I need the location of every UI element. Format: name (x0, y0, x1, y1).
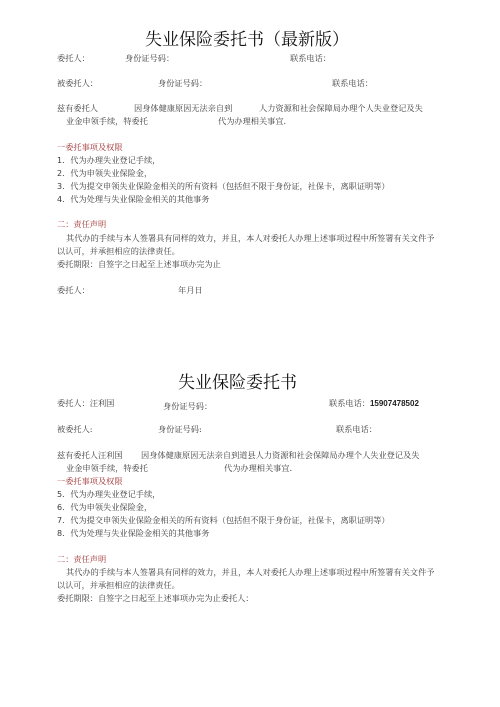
doc2-list-item: 6．代为申领失业保险金， (57, 502, 153, 512)
doc2-section2-heading: 二：责任声明 (57, 554, 107, 564)
doc1-principal-label: 委托人： (57, 53, 90, 63)
doc2-body-line1-b: 因身体健康原因无法亲自到道县人力资源和社会保障局办理个人失业登记及失 (141, 450, 420, 460)
doc1-body-line1-a: 兹有委托人 (57, 103, 98, 113)
doc1-period-line: 委托期限：自签字之日起至上述事项办完为止 (57, 259, 221, 269)
doc1-agent-id-label: 身份证号码： (158, 78, 208, 88)
doc2-body-line1-a: 兹有委托人汪利国 (57, 450, 123, 460)
doc2-title: 失业保险委托书 (178, 373, 297, 393)
doc1-body-line2-b: 代为办理相关事宜. (218, 116, 287, 126)
doc1-section1-heading: 一委托事项及权限 (57, 142, 123, 152)
doc1-body-line1-c: 人力资源和社会保障局办理个人失业登记及失 (259, 103, 423, 113)
doc1-sign-label: 委托人： (57, 285, 90, 295)
doc1-date-label: 年月日 (178, 285, 203, 295)
doc2-agent-id-label: 身份证号码: (158, 424, 202, 434)
doc2-principal-id-label: 身份证号码： (163, 401, 213, 411)
doc1-agent-label: 被委托人： (57, 78, 98, 88)
doc2-statement-line2: 以认可，并承担相应的法律责任。 (57, 580, 180, 590)
doc1-list-item: 4．代为处理与失业保险金相关的其他事务 (57, 194, 210, 204)
doc2-body-line2-b: 代为办理相关事宜. (224, 463, 293, 473)
doc2-agent-label: 被委托人: (57, 424, 93, 434)
doc1-agent-phone-label: 联系电话： (332, 78, 373, 88)
doc1-list-item: 3．代为提交申领失业保险金相关的所有资料（包括但不限于身份证，社保卡，离职证明等） (57, 181, 390, 191)
doc1-list-item: 1．代为办理失业登记手续， (57, 155, 161, 165)
doc1-title: 失业保险委托书（最新版） (145, 30, 349, 50)
doc2-section1-heading: 一委托事项及权限 (57, 476, 123, 486)
doc2-list-item: 8．代为处理与失业保险金相关的其他事务 (57, 528, 210, 538)
doc2-statement-line1: 其代办的手续与本人签署具有同样的效力，并且，本人对委托人办理上述事项过程中所签署有关文件予 (66, 567, 435, 577)
doc1-body-line2-a: 业金申领手续，特委托 (66, 116, 148, 126)
doc1-list-item: 2．代为申领失业保险金， (57, 168, 153, 178)
doc2-agent-phone-label: 联系电话： (336, 424, 377, 434)
doc2-list-item: 7．代为提交申领失业保险金相关的所有资料（包括但不限于身份证，社保卡，离职证明等） (57, 515, 390, 525)
doc1-statement-line1: 其代办的手续与本人签署具有同样的效力，并且，本人对委托人办理上述事项过程中所签署有关文件予 (66, 233, 435, 243)
doc1-principal-id-label: 身份证号码： (125, 53, 175, 63)
doc2-phone: 联系电话：15907478502 (329, 398, 419, 408)
doc1-statement-line2: 以认可，并承担相应的法律责任。 (57, 246, 180, 256)
doc2-period-line: 委托期限：自签字之日起至上述事项办完为止委托人： (57, 593, 254, 603)
doc2-body-line2-a: 业金申领手续，特委托 (66, 463, 148, 473)
doc1-principal-phone-label: 联系电话： (290, 53, 331, 63)
doc1-section2-heading: 二：责任声明 (57, 219, 107, 229)
doc2-principal-label: 委托人：汪利国 (57, 398, 115, 408)
doc1-body-line1-b: 因身体健康原因无法亲自到 (134, 103, 233, 113)
doc2-list-item: 5．代为办理失业登记手续， (57, 489, 161, 499)
